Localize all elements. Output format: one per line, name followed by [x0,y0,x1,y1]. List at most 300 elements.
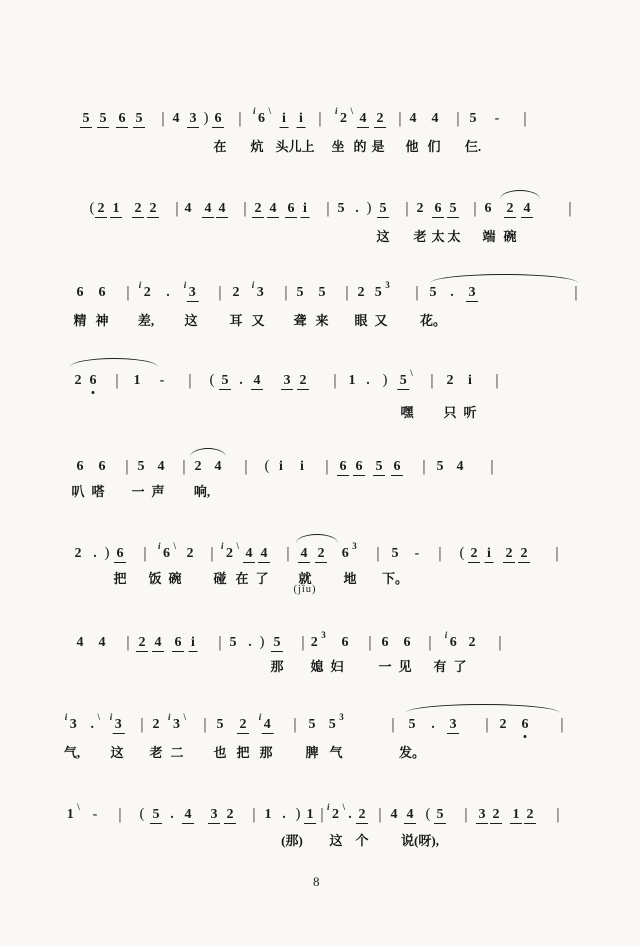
bar-line: | [284,284,288,301]
lyric-syllable: 饭 [148,571,162,586]
lyric-syllable: 这 [184,313,198,328]
bar-line: | [161,110,165,127]
note-token: 5 [133,110,145,128]
note-token: 2 [136,634,148,652]
dot-augmentation: . [93,546,97,561]
slur-arc [70,358,158,368]
bar-line: | [428,634,432,651]
note-token: 4 [390,807,398,822]
note-token: 5 [377,200,389,218]
ornament-mark: \ [268,106,272,116]
bar-line: | [203,716,207,733]
ornament-mark: \ [410,368,413,378]
dot-augmentation: . [431,717,435,732]
note-token: i 3 \ [167,712,187,732]
note-token: 5 $^3$ [374,280,390,300]
note-token: 2 [503,545,515,563]
lyric-syllable: 头 [275,139,289,154]
note-token: 2 [416,201,424,216]
lyric-syllable: 下。 [381,571,409,586]
paren-mark: ( [264,458,270,474]
note-token: 6 $^3$ [341,541,357,561]
note-token: i 3 [110,716,125,734]
note-token: 6 [98,285,106,300]
note-token: 2 [152,717,160,732]
lyric-syllable: 是 [371,139,385,154]
lyric-syllable: 那 [270,659,284,674]
lyric-syllable: 老 [149,745,163,760]
lyric-syllable: 又 [374,313,388,328]
note-token: 2 [297,372,309,390]
note-token: 6 [76,285,84,300]
lyric-syllable: 听 [463,405,477,420]
paren-mark: ) [366,200,372,216]
note-token: 6 [403,635,411,650]
lyric-syllable: 又 [251,313,265,328]
lyric-syllable: 嗒 [91,484,105,499]
note-token: i 2 \ [334,106,354,126]
note-token: 2 [446,373,454,388]
note-token: 1 [110,200,122,218]
bar-line: | [415,284,419,301]
note-token: 5 [447,200,459,218]
note-token: 2 [468,545,480,563]
note-token: 2 [95,200,107,218]
ornament-mark: 3 [321,630,326,640]
grace-note: i [251,280,255,290]
note-token: 5 \ [397,372,413,390]
note-token: 5 [219,372,231,390]
note-token: 6 [381,635,389,650]
ornament-mark: \ [183,712,187,722]
note-token: 4 [298,545,310,563]
note-token: 2 [186,546,194,561]
note-token: i 6 \ [252,106,272,126]
note-token: i [485,545,494,563]
note-token: 5 [408,717,416,732]
pinyin-annotation: (jǐu) [293,584,317,595]
bar-line: | [218,634,222,651]
grace-note: i [252,106,256,116]
lyric-syllable: 上 [301,139,315,154]
lyric-syllable: 老 [413,229,427,244]
note-token: 5 [337,201,345,216]
note-token: 3 [281,372,293,390]
paren-mark: ) [382,372,388,388]
note-token: 2 [518,545,530,563]
slur-arc [500,190,540,200]
note-token: 6 [172,634,184,652]
lyric-syllable: 一 [131,484,145,499]
bar-line: | [126,284,130,301]
lyric-syllable: 来 [315,313,329,328]
note-token: 4 [357,110,369,128]
page-number: 8 [313,874,320,889]
note-token: 4 [521,200,533,218]
note-token: i [280,110,289,128]
grace-note: i [258,712,262,722]
note-token: 2 [74,546,82,561]
note-token: 2 [132,200,144,218]
paren-mark: ) [203,110,209,126]
note-token: i 6 [444,630,457,650]
lyric-syllable: 碗 [503,229,517,244]
lyric-syllable: 一 [378,659,392,674]
lyric-syllable: 耳 [229,313,243,328]
bar-line: | [115,372,119,389]
ornament-mark: 3 [385,280,390,290]
note-token: i [300,459,304,474]
lyric-syllable: 花。 [419,313,447,328]
bar-line: | [188,372,192,389]
note-token: 5 [436,459,444,474]
bar-line: | [498,634,502,651]
bar-line: | [293,716,297,733]
bar-line: | [473,200,477,217]
bar-line: | [210,545,214,562]
note-token: 4 [216,200,228,218]
note-token: 1 [304,806,316,824]
lyric-syllable: 见 [398,659,412,674]
note-token: i 2 \ [220,541,240,561]
bar-line: | [243,200,247,217]
bar-line: | [325,458,329,475]
grace-note: i [167,712,171,722]
bar-line: | [523,110,527,127]
bar-line: | [568,200,572,217]
dot-augmentation: . [355,201,359,216]
note-token: 2 [499,717,507,732]
note-token: i 4 [259,716,274,734]
lyric-syllable: 碰 [213,571,227,586]
note-token: 5 [434,806,446,824]
lyric-syllable: 这 [110,745,124,760]
note-token: 5 [391,546,399,561]
note-token: 6 [98,459,106,474]
note-token: 2 [252,200,264,218]
bar-line: | [126,634,130,651]
bar-line: | [118,806,122,823]
dash-extension: - [494,111,500,126]
lyric-syllable: 嘿 [400,405,414,420]
slur-arc [405,704,560,714]
note-token: 2 [374,110,386,128]
note-token: 4 [76,635,84,650]
note-token: i [297,110,306,128]
note-token: 4 [214,459,222,474]
note-token: 6 [87,372,99,389]
bar-line: | [422,458,426,475]
note-token: 6 [519,716,531,733]
dot-augmentation: . [170,807,174,822]
dot-augmentation: . \ [90,712,101,732]
grace-note: i [326,802,330,812]
paren-mark: ( [139,806,145,822]
paren-mark: ( [459,545,465,561]
bar-line: | [490,458,494,475]
note-token: 2 [147,200,159,218]
paren-mark: ) [104,545,110,561]
dash-extension: - [159,373,165,388]
bar-line: | [560,716,564,733]
bar-line: | [125,458,129,475]
bar-line: | [345,284,349,301]
lyric-syllable: 说(呀), [401,833,439,848]
lyric-syllable: 仨. [464,139,482,154]
ornament-mark: \ [342,802,346,812]
grace-note: i [220,541,224,551]
note-token: i 3 [184,284,199,302]
note-token: 6 [337,458,349,476]
slur-arc [296,534,338,544]
lyric-syllable: 眼 [354,313,368,328]
note-token: 1 \ [66,802,80,822]
lyric-syllable: 响, [193,484,211,499]
note-token: 5 [216,717,224,732]
dash-extension: - [414,546,420,561]
note-token: 2 [74,373,82,388]
dot-augmentation: . [166,285,170,300]
bar-line: | [485,716,489,733]
note-token: 5 [318,285,326,300]
note-token: 6 [341,635,349,650]
lyric-syllable: 了 [255,571,269,586]
lyric-syllable: 在 [213,139,227,154]
note-token: 1 [348,373,356,388]
note-token: 4 [182,806,194,824]
note-token: 3 [208,806,220,824]
paren-mark: ) [295,806,301,822]
lyric-syllable: 二 [170,745,184,760]
lyric-syllable: 这 [329,833,343,848]
lyric-syllable: 就 [298,571,312,586]
note-token: 4 [202,200,214,218]
note-token: 6 [432,200,444,218]
note-token: 2 [356,806,368,824]
lyric-syllable: 个 [355,833,369,848]
ornament-mark: 3 [339,712,344,722]
lyric-syllable: (那) [281,833,303,848]
bar-line: | [368,634,372,651]
note-token: i [301,200,310,218]
bar-line: | [140,716,144,733]
dot-augmentation: . [239,373,243,388]
note-token: 6 [212,110,224,128]
note-token: 4 [98,635,106,650]
dot-augmentation: . [348,807,352,822]
bar-line: | [218,284,222,301]
bar-line: | [378,806,382,823]
bar-line: | [555,545,559,562]
lyric-syllable: 们 [427,139,441,154]
bar-line: | [244,458,248,475]
note-token: 1 [510,806,522,824]
note-token: 2 $^3$ [310,630,326,650]
ornament-mark: \ [236,541,240,551]
grace-note: i [157,541,161,551]
bar-line: | [143,545,147,562]
bar-line: | [175,200,179,217]
lyric-syllable: 了 [453,659,467,674]
grace-note: i [334,106,338,116]
note-token: 5 $^3$ [328,712,344,732]
lyric-syllable: 脾 [305,745,319,760]
lyric-syllable: 叭 [71,484,85,499]
lyric-syllable: 儿 [288,139,302,154]
note-token: i 2 [138,280,151,300]
lyric-syllable: 发。 [398,745,426,760]
note-token: 5 [271,634,283,652]
lyric-syllable: 地 [343,571,357,586]
note-token: 2 [224,806,236,824]
lyric-syllable: 精 [73,313,87,328]
lyric-syllable: 有 [433,659,447,674]
note-token: 6 [116,110,128,128]
ornament-mark: \ [77,802,80,812]
note-token: 2 [524,806,536,824]
note-token: 1 [264,807,272,822]
note-token: 5 [373,458,385,476]
note-token: 5 [229,635,237,650]
note-token: 5 [97,110,109,128]
note-token: 6 [76,459,84,474]
lyric-syllable: 妇 [330,659,344,674]
lyric-syllable: 碗 [168,571,182,586]
note-token: i 3 [64,712,77,732]
lyric-syllable: 太 [447,229,461,244]
ornament-mark: \ [97,712,101,722]
bar-line: | [238,110,242,127]
note-token: i 2 \ [326,802,346,822]
lyric-syllable: 媳 [310,659,324,674]
lyric-syllable: 只 [443,405,457,420]
grace-note: i [64,712,68,722]
bar-line: | [333,372,337,389]
lyric-syllable: 太 [431,229,445,244]
bar-line: | [301,634,305,651]
note-token: 2 [315,545,327,563]
lyric-syllable: 气, [63,745,81,760]
note-token: i [279,459,283,474]
bar-line: | [456,110,460,127]
note-token: 3 [466,284,478,302]
bar-line: | [376,545,380,562]
ornament-mark: \ [350,106,354,116]
lyric-syllable: 声 [151,484,165,499]
bar-line: | [430,372,434,389]
dot-augmentation: . [248,635,252,650]
paren-mark: ( [89,200,95,216]
slur-arc [190,448,226,458]
note-token: 5 [137,459,145,474]
note-token: 4 [152,634,164,652]
note-token: 3 [447,716,459,734]
bar-line: | [326,200,330,217]
lyric-syllable: 这 [376,229,390,244]
bar-line: | [574,284,578,301]
note-token: 6 [484,201,492,216]
grace-note: i [444,630,448,640]
dot-augmentation: . [450,285,454,300]
note-token: 4 [456,459,464,474]
note-token: 5 [80,110,92,128]
slur-arc [430,274,578,284]
lyric-syllable: 也 [213,745,227,760]
lyric-syllable: 聋 [293,313,307,328]
note-token: 3 [476,806,488,824]
note-token: 2 [357,285,365,300]
lyric-syllable: 把 [113,571,127,586]
note-token: 5 [469,111,477,126]
note-token: 4 [172,111,180,126]
note-token: 6 [353,458,365,476]
lyric-syllable: 气 [329,745,343,760]
note-token: 4 [243,545,255,563]
note-token: 4 [431,111,439,126]
lyric-syllable: 差, [137,313,155,328]
note-token: 5 [150,806,162,824]
lyric-syllable: 那 [259,745,273,760]
note-token: 3 [187,110,199,128]
bar-line: | [252,806,256,823]
note-token: 2 [232,285,240,300]
bar-line: | [556,806,560,823]
lyric-syllable: 端 [482,229,496,244]
lyric-syllable: 他 [405,139,419,154]
lyric-syllable: 坐 [331,139,345,154]
dash-extension: - [92,807,98,822]
note-token: 4 [157,459,165,474]
note-token: i [468,373,472,388]
bar-line: | [318,110,322,127]
dot-augmentation: . [282,807,286,822]
note-token: 2 [468,635,476,650]
note-token: 4 [258,545,270,563]
bar-line: | [320,806,324,823]
note-token: 2 [490,806,502,824]
paren-mark: ( [209,372,215,388]
bar-line: | [495,372,499,389]
note-token: 6 [114,545,126,563]
note-token: 4 [404,806,416,824]
grace-note: i [109,712,113,722]
note-token: 4 [184,201,192,216]
note-token: 6 [391,458,403,476]
ornament-mark: \ [173,541,177,551]
note-token: 1 [133,373,141,388]
bar-line: | [438,545,442,562]
note-token: 4 [251,372,263,390]
grace-note: i [183,280,187,290]
lyric-syllable: 的 [353,139,367,154]
note-token: 2 [504,200,516,218]
note-token: i 6 \ [157,541,177,561]
note-token: 2 [237,716,249,734]
grace-note: i [138,280,142,290]
note-token: 4 [267,200,279,218]
bar-line: | [405,200,409,217]
paren-mark: ( [425,806,431,822]
note-token: 5 [308,717,316,732]
ornament-mark: 3 [352,541,357,551]
lyric-syllable: 在 [235,571,249,586]
note-token: 4 [409,111,417,126]
note-token: 5 [429,285,437,300]
note-token: 2 [194,459,202,474]
note-token: 5 [296,285,304,300]
bar-line: | [464,806,468,823]
bar-line: | [286,545,290,562]
